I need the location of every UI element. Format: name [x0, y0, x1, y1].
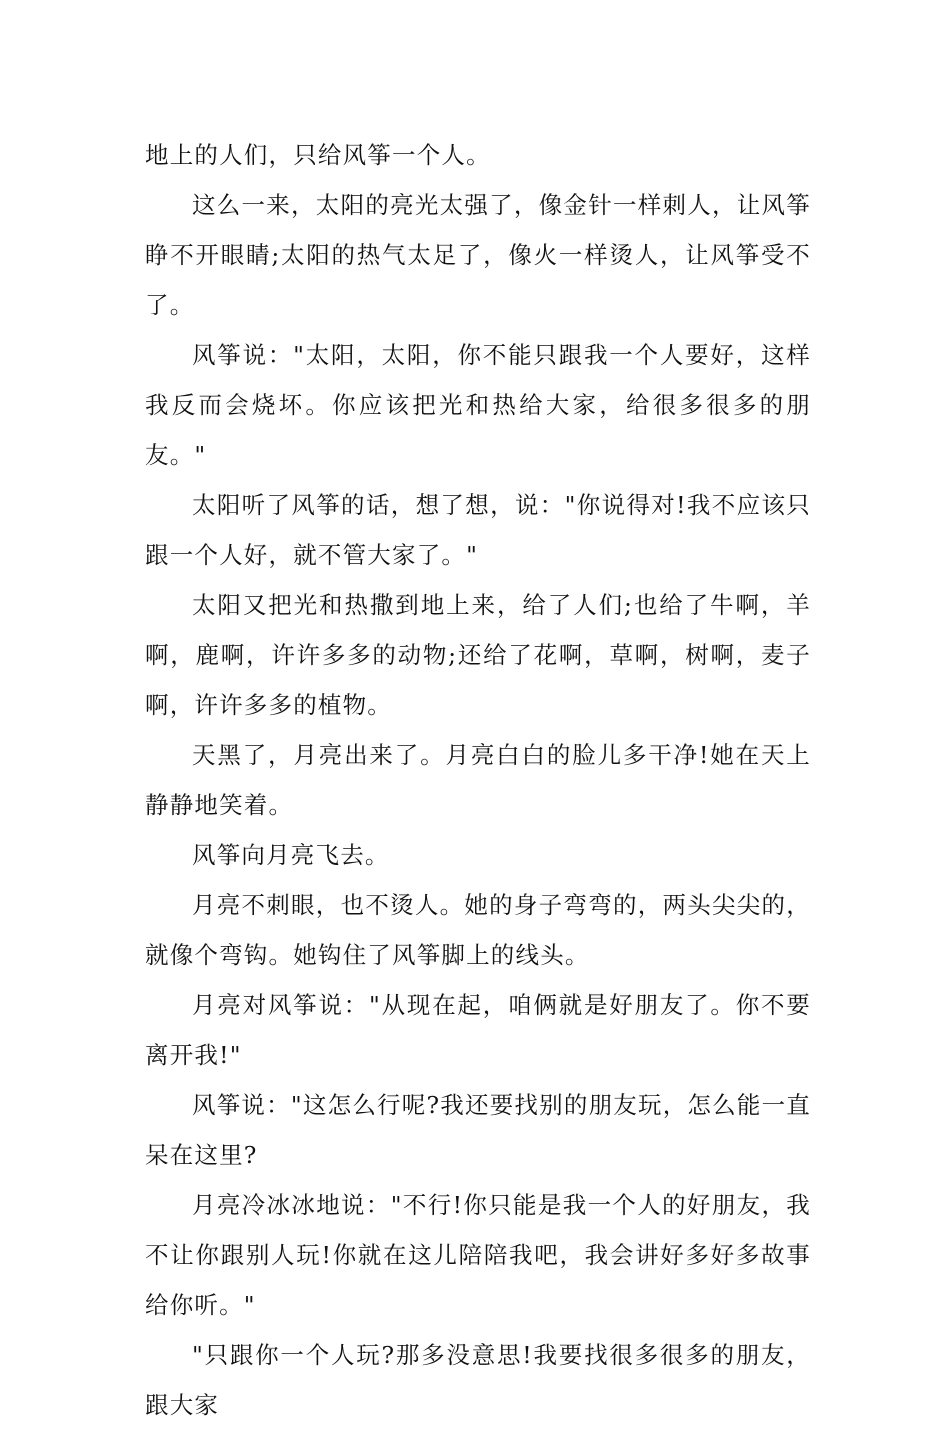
story-text: [145, 130, 811, 1430]
paragraph: 这么一来，太阳的亮光太强了，像金针一样刺人，让风筝睁不开眼睛;太阳的热气太足了，像火一样烫人，让风筝受不了。: [145, 191, 811, 319]
paragraph: 天黑了，月亮出来了。月亮白白的脸儿多干净!她在天上静静地笑着。: [145, 741, 811, 819]
paragraph: 风筝说："这怎么行呢?我还要找别的朋友玩，怎么能一直呆在这里?: [145, 1091, 811, 1169]
paragraph: 太阳听了风筝的话，想了想，说："你说得对!我不应该只跟一个人好，就不管大家了。": [145, 491, 811, 569]
paragraph: 月亮冷冰冰地说："不行!你只能是我一个人的好朋友，我不让你跟别人玩!你就在这儿陪陪我吧，我会讲好多好多故事给你听。": [145, 1191, 811, 1319]
paragraph: 月亮不刺眼，也不烫人。她的身子弯弯的，两头尖尖的，就像个弯钩。她钩住了风筝脚上的线头。: [145, 891, 811, 969]
paragraph-continuation: 地上的人们，只给风筝一个人。: [145, 141, 491, 169]
paragraph: 太阳又把光和热撒到地上来，给了人们;也给了牛啊，羊啊，鹿啊，许许多多的动物;还给了花啊，草啊，树啊，麦子啊，许许多多的植物。: [145, 591, 811, 719]
paragraph: 月亮对风筝说："从现在起，咱俩就是好朋友了。你不要离开我!": [145, 991, 811, 1069]
paragraph: 风筝向月亮飞去。: [192, 841, 390, 869]
paragraph: 风筝说："太阳，太阳，你不能只跟我一个人要好，这样我反而会烧坏。你应该把光和热给大家，给很多很多的朋友。": [145, 341, 811, 469]
paragraph: "只跟你一个人玩?那多没意思!我要找很多很多的朋友，跟大家: [145, 1341, 811, 1419]
